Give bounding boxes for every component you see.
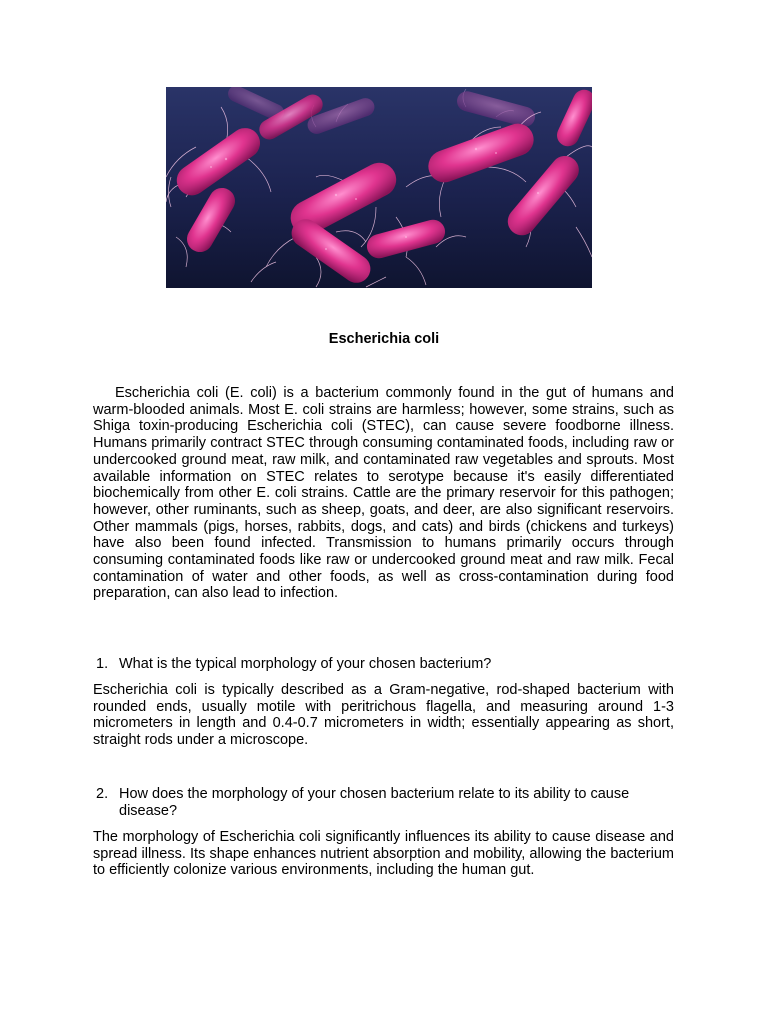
question-2 [93,786,674,819]
question-1 [93,656,674,673]
question-number: 2. [96,786,109,802]
bacteria-illustration [166,87,592,288]
document-title: Escherichia coli [328,331,440,347]
question-text: What is the typical morphology of your chosen bacterium? [119,656,492,672]
question-text: How does the morphology of your chosen bacterium relate to its ability to cause disease? [119,786,630,819]
answer-2: The morphology of Escherichia coli significantly influences its ability to cause disease and spread illness. Its shape enhances nutrient absorption and mobility, allowing the bacterium to efficiently colonize various environments, including the human gut. [93,829,674,879]
intro-paragraph: Escherichia coli (E. coli) is a bacterium commonly found in the gut of humans and warm-blooded animals. Most E. coli strains are harmless; however, some strains, such as Shiga toxin-producing Escherichia coli (STEC), can cause severe foodborne illness. Humans primarily contract STEC through consuming contaminated foods, including raw or undercooked ground meat, raw milk, and contaminated raw vegetables and sprouts. Most available information on STEC relates to serotype because it's easily differentiated biochemically from other E. coli strains. Cattle are the primary reservoir for this pathogen; however, other ruminants, such as sheep, goats, and deer, are also significant reservoirs. Other mammals (pigs, horses, rabbits, dogs, and cats) and birds (chickens and turkeys) have also been found infected. Transmission to humans primarily occurs through consuming contaminated foods like raw or undercooked ground meat and raw milk. Fecal contamination of water and other foods, as well as cross-contamination during food preparation, can also lead to infection. [93,385,674,602]
answer-1: Escherichia coli is typically described as a Gram-negative, rod-shaped bacterium with rounded ends, usually motile with peritrichous flagella, and measuring around 1-3 micrometers in length and 0.4-0.7 micrometers in width; essentially appearing as short, straight rods under a microscope. [93,682,674,749]
question-number: 1. [96,656,109,672]
